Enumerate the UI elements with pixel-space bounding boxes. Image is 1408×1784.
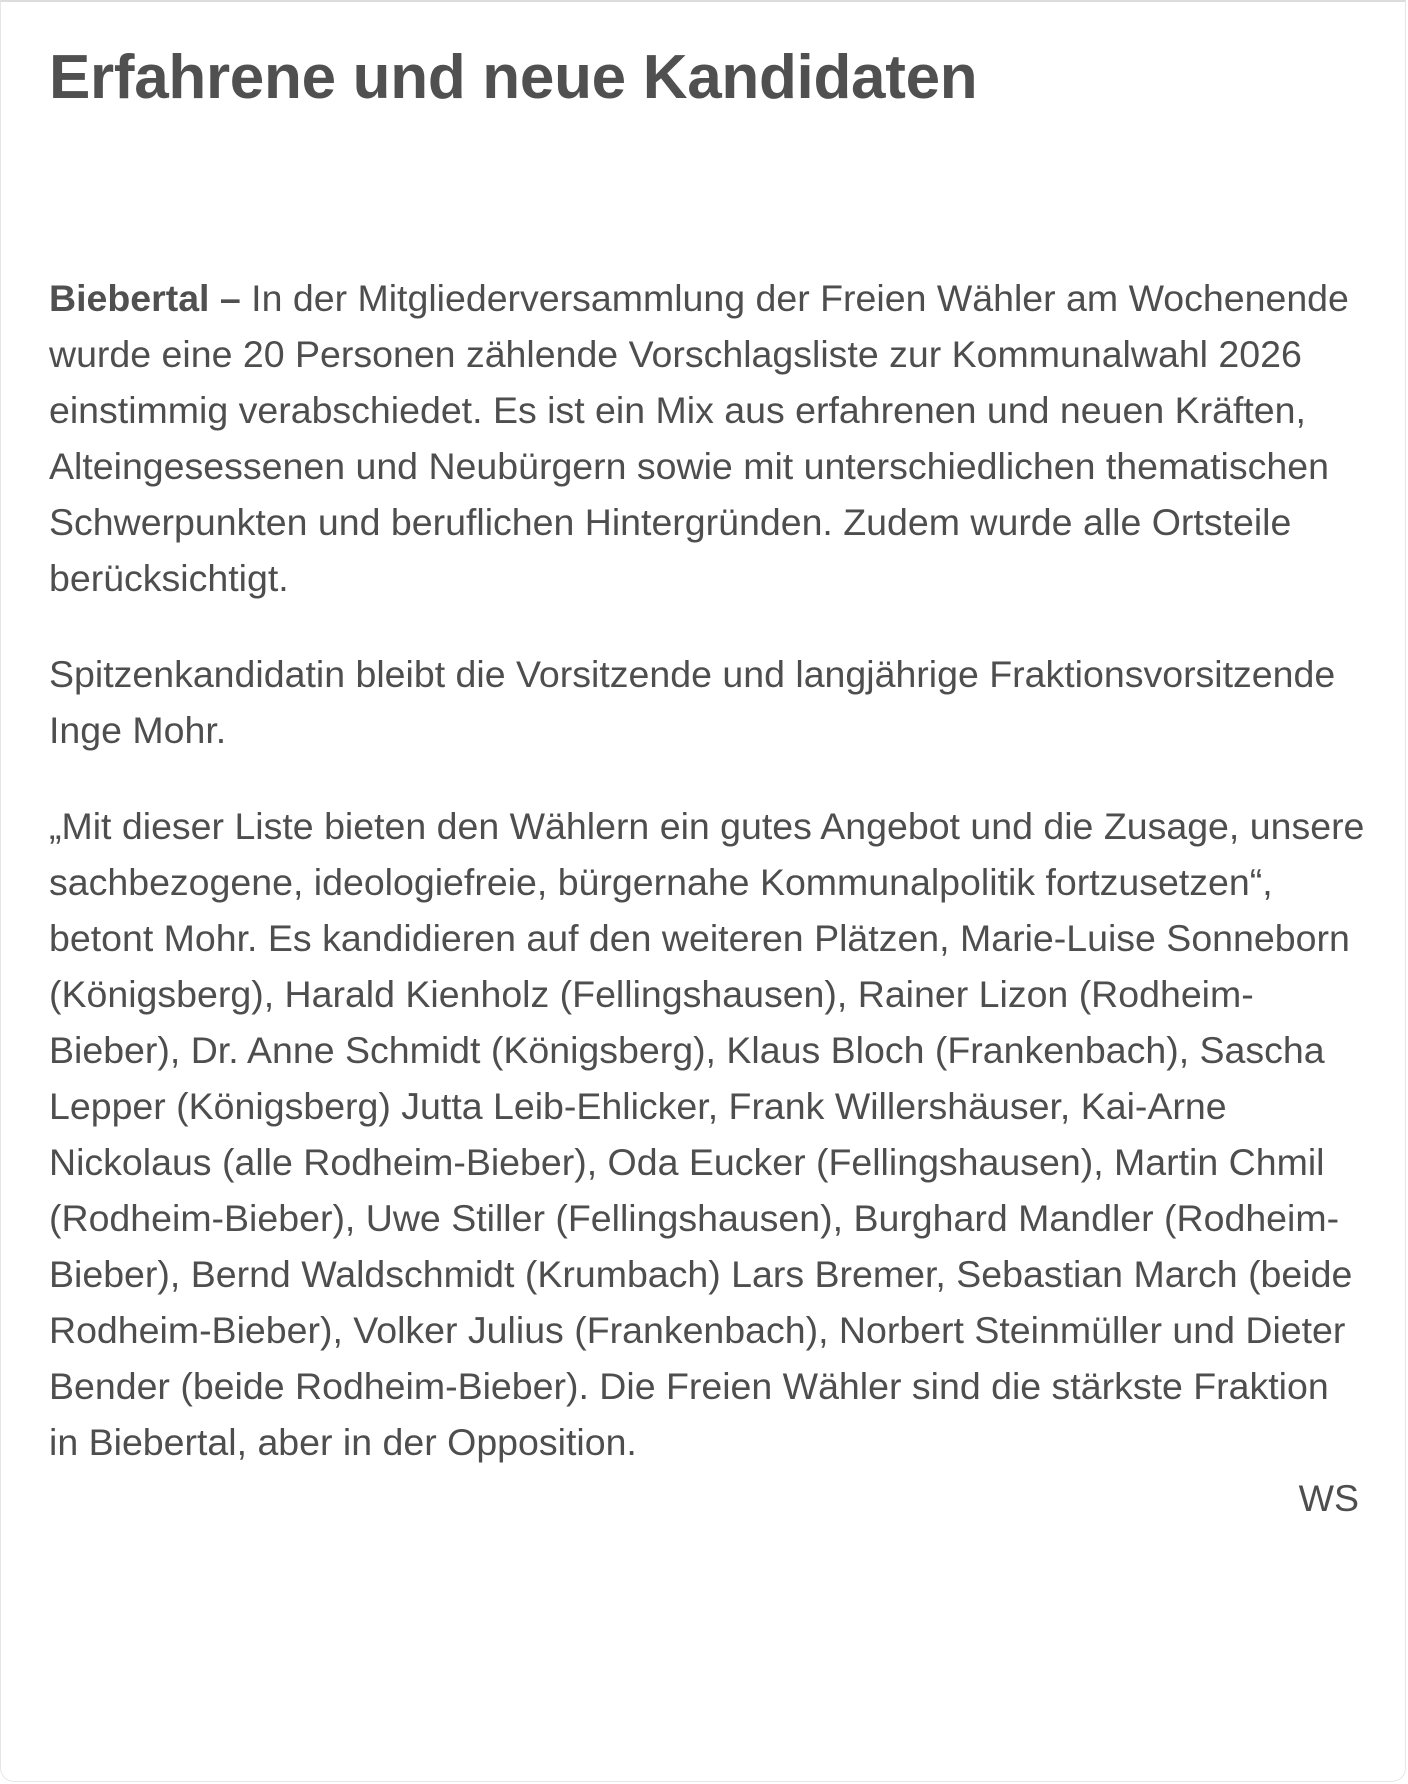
lead-text: In der Mitgliederversammlung der Freien Wähler am Wochenende wurde eine 20 Personen zählende Vorschlagsliste zur Kommunalwahl 2026 einstimmig verabschiedet. Es ist ein Mix aus erfahrenen und neuen Kräften, Alteingesessenen und Neubürgern sowie mit unterschiedlichen thematischen Schwerpunkten und beruflichen Hintergründen. Zudem wurde alle Ortsteile berücksichtigt. [49, 277, 1349, 599]
article-paragraph-lead [49, 270, 1365, 606]
article-headline: Erfahrene und neue Kandidaten [49, 43, 978, 112]
article-paragraph: Spitzenkandidatin bleibt die Vorsitzende und langjährige Fraktionsvorsitzende Inge Mohr. [49, 653, 1336, 751]
article [49, 2, 1365, 1526]
author-initials: WS [1298, 1477, 1359, 1519]
article-body [49, 270, 1365, 1526]
dateline: Biebertal – [49, 277, 241, 319]
article-paragraph: „Mit dieser Liste bieten den Wählern ein gutes Angebot und die Zusage, unsere sachbezogene, ideologiefreie, bürgernahe Kommunalpolitik fortzusetzen“, betont Mohr. Es kandidieren auf den weiteren Plätzen, Marie-Luise Sonneborn (Königsberg), Harald Kienholz (Fellingshausen), Rainer Lizon (Rodheim-Bieber), Dr. Anne Schmidt (Königsberg), Klaus Bloch (Frankenbach), Sascha Lepper (Königsberg) Jutta Leib-Ehlicker, Frank Willershäuser, Kai-Arne Nickolaus (alle Rodheim-Bieber), Oda Eucker (Fellingshausen), Martin Chmil (Rodheim-Bieber), Uwe Stiller (Fellingshausen), Burghard Mandler (Rodheim-Bieber), Bernd Waldschmidt (Krumbach) Lars Bremer, Sebastian March (beide Rodheim-Bieber), Volker Julius (Frankenbach), Norbert Steinmüller und Dieter Bender (beide Rodheim-Bieber). Die Freien Wähler sind die stärkste Fraktion in Biebertal, aber in der Opposition. [49, 805, 1365, 1463]
